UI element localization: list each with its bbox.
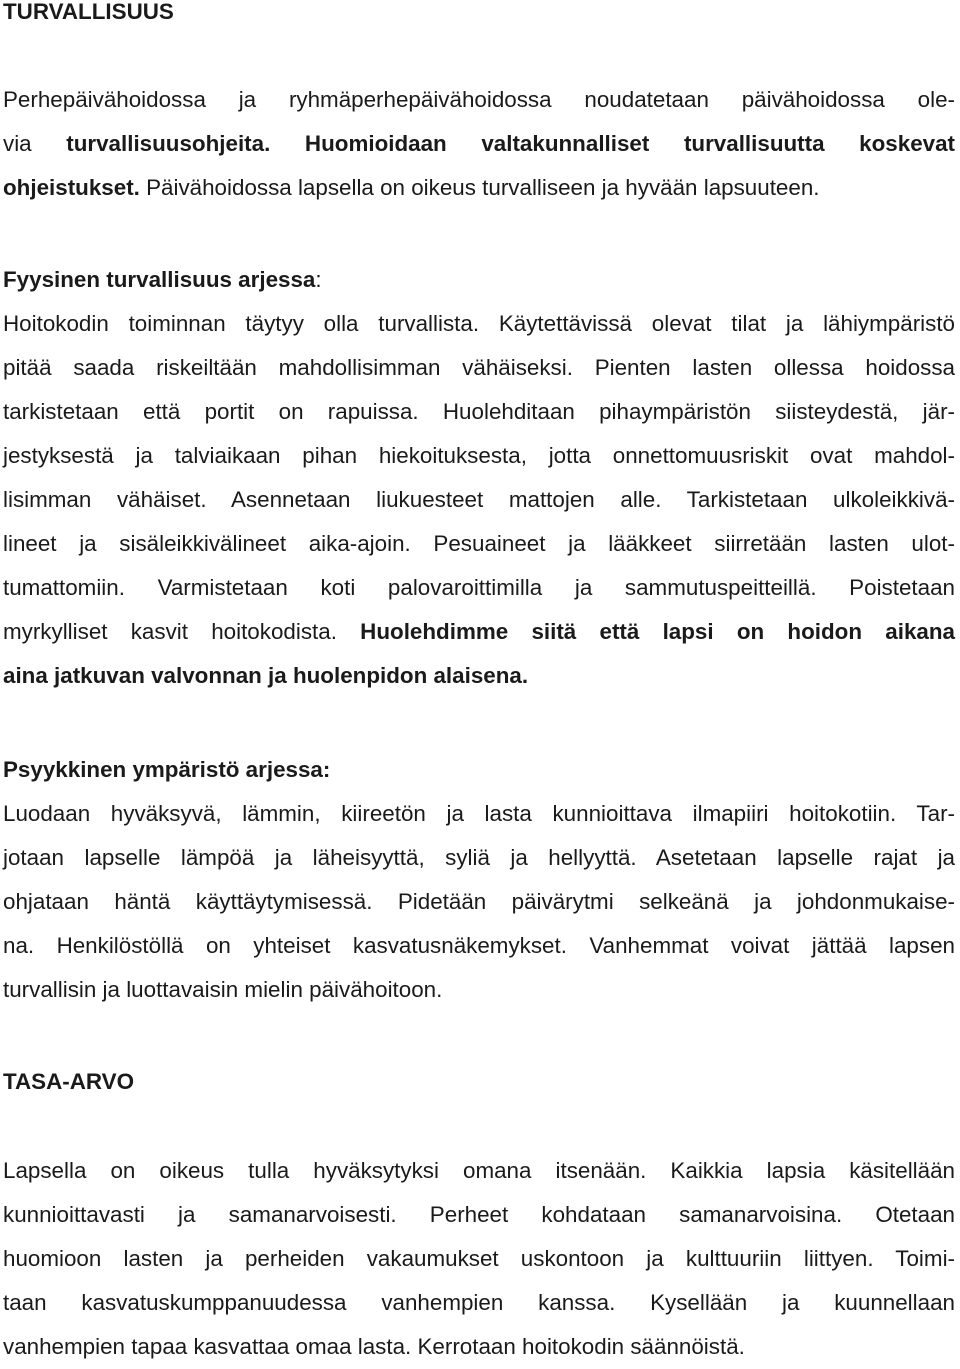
text-line: vanhempien tapaa kasvattaa omaa lasta. Kerrotaan hoitokodin säännöistä. (3, 1334, 745, 1359)
text-line: lineet ja sisäleikkivälineet aika-ajoin. Pesuaineet ja lääkkeet siirretään lasten ulot- (3, 531, 955, 556)
subheading-physical-safety: Fyysinen turvallisuus arjessa: (3, 267, 322, 292)
psychological-paragraph (3, 792, 955, 1012)
text-line: ohjeistukset. Päivähoidossa lapsella on oikeus turvalliseen ja hyvään lapsuuteen. (3, 175, 820, 200)
text-line: jestyksestä ja talviaikaan pihan hiekoituksesta, jotta onnettomuusriskit ovat mahdol- (3, 443, 955, 468)
text-line: myrkylliset kasvit hoitokodista. Huolehdimme siitä että lapsi on hoidon aikana (3, 619, 955, 644)
text-line: Luodaan hyväksyvä, lämmin, kiireetön ja lasta kunnioittava ilmapiiri hoitokotiin. Tar- (3, 801, 955, 826)
section-heading-turvallisuus: TURVALLISUUS (3, 0, 174, 24)
text-line: kunnioittavasti ja samanarvoisesti. Perheet kohdataan samanarvoisina. Otetaan (3, 1202, 955, 1227)
text-line: turvallisin ja luottavaisin mielin päivähoitoon. (3, 977, 443, 1002)
text-line: tumattomiin. Varmistetaan koti palovaroittimilla ja sammutuspeitteillä. Poistetaan (3, 575, 955, 600)
subheading-psychological-environment: Psyykkinen ympäristö arjessa: (3, 757, 331, 782)
text-line: tarkistetaan että portit on rapuissa. Huolehditaan pihaympäristön siisteydestä, jär- (3, 399, 955, 424)
text-line: na. Henkilöstöllä on yhteiset kasvatusnäkemykset. Vanhemmat voivat jättää lapsen (3, 933, 955, 958)
text-line: Hoitokodin toiminnan täytyy olla turvallista. Käytettävissä olevat tilat ja lähiympäristö (3, 311, 955, 336)
physical-safety-paragraph (3, 302, 955, 698)
text-line: huomioon lasten ja perheiden vakaumukset uskontoon ja kulttuuriin liittyen. Toimi- (3, 1246, 955, 1271)
text-line: jotaan lapselle lämpöä ja läheisyyttä, syliä ja hellyyttä. Asetetaan lapselle rajat ja (3, 845, 955, 870)
section-heading-tasa-arvo: TASA-ARVO (3, 1069, 135, 1094)
text-line: pitää saada riskeiltään mahdollisimman vähäiseksi. Pienten lasten ollessa hoidossa (3, 355, 955, 380)
equality-paragraph (3, 1149, 955, 1369)
text-line: ohjataan häntä käyttäytymisessä. Pidetään päivärytmi selkeänä ja johdonmukaise- (3, 889, 955, 914)
text-line: via turvallisuusohjeita. Huomioidaan valtakunnalliset turvallisuutta koskevat (3, 131, 956, 156)
intro-paragraph (3, 78, 955, 210)
text-line: aina jatkuvan valvonnan ja huolenpidon alaisena. (3, 663, 529, 688)
text-line: taan kasvatuskumppanuudessa vanhempien kanssa. Kysellään ja kuunnellaan (3, 1290, 955, 1315)
text-line: lisimman vähäiset. Asennetaan liukuesteet mattojen alle. Tarkistetaan ulkoleikkivä- (3, 487, 955, 512)
text-line: Perhepäivähoidossa ja ryhmäperhepäivähoidossa noudatetaan päivähoidossa ole- (3, 87, 955, 112)
text-line: Lapsella on oikeus tulla hyväksytyksi omana itsenään. Kaikkia lapsia käsitellään (3, 1158, 955, 1183)
